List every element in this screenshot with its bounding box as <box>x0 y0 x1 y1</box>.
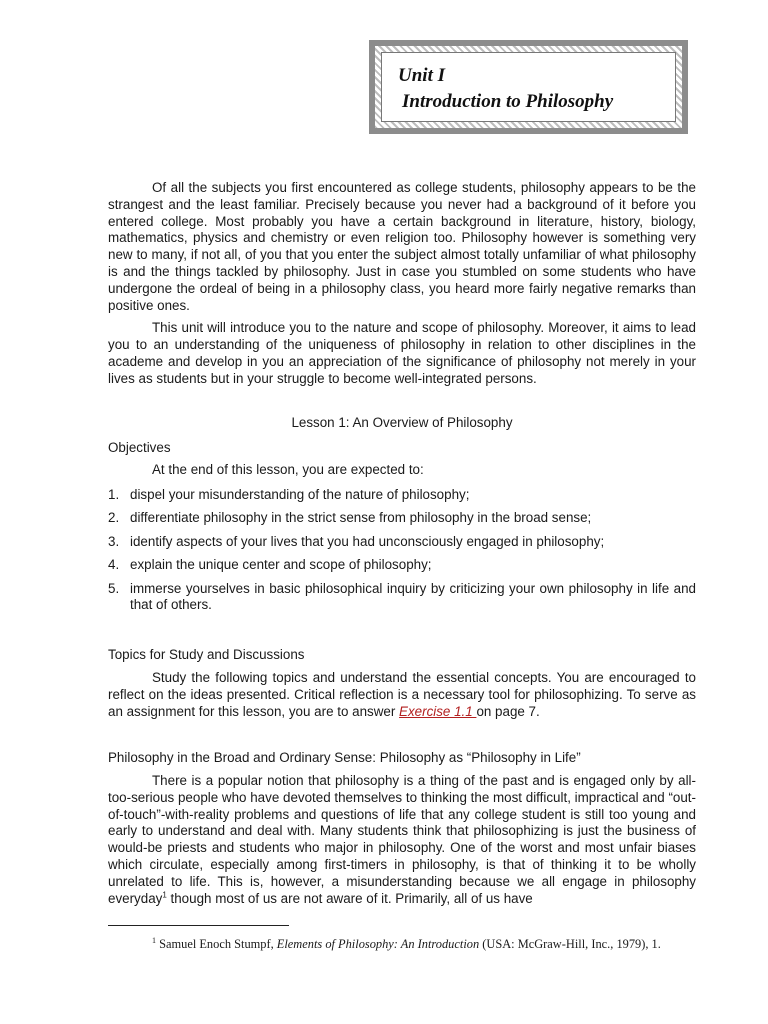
objective-number: 2. <box>108 510 120 526</box>
objective-number: 5. <box>108 580 120 596</box>
objective-text: dispel your misunderstanding of the nature of philosophy; <box>130 487 470 502</box>
footnote-author: Samuel Enoch Stumpf, <box>156 937 277 952</box>
objective-item <box>108 581 696 615</box>
broad-sense-text: There is a popular notion that philosophy is a thing of the past and is engaged only by all-too-serious people who have devoted themselves to thinking the most difficult, impractical and “out-of-touch”-with-reality problems and questions of life that any college student is still too young and early to understand and deal with. Many students think that philosophizing is just the business of would-be priests and students who major in philosophy. One of the worst and most unfair biases which circulate, especially among first-timers in philosophy, is that of thinking it to be wholly unrelated to life. This is, however, a misunderstanding because we all engage in philosophy everyday <box>108 773 696 906</box>
objective-number: 1. <box>108 487 120 502</box>
objective-item <box>108 487 696 504</box>
objective-item <box>108 510 696 527</box>
objectives-lead <box>108 462 696 479</box>
intro-paragraph-1: Of all the subjects you first encountered as college students, philosophy appears to be the strangest and the least familiar. Precisely because you never had a background of it before you entered college. Most probably you have a certain background in literature, history, biology, mathematics, physics and chemistry or even religion too. Philosophy however is something very new to many, if not all, of you that you enter the subject almost totally unfamiliar of what philosophy is and the things tackled by philosophy. Just in case you stumbled on some students who have undergone the ordeal of being in a philosophy class, you heard more fairly negative remarks than positive ones. <box>108 180 696 313</box>
broad-sense-section <box>108 773 696 907</box>
objective-number: 4. <box>108 557 120 573</box>
topics-heading: Topics for Study and Discussions <box>108 647 305 662</box>
footnote-publication: (USA: McGraw-Hill, Inc., 1979), 1. <box>479 937 661 952</box>
objectives-lead-text: At the end of this lesson, you are expected to: <box>152 462 424 477</box>
objective-text: immerse yourselves in basic philosophical inquiry by criticizing your own philosophy in life and that of others. <box>130 580 696 613</box>
objective-text: explain the unique center and scope of philosophy; <box>130 557 432 573</box>
topics-text: Study the following topics and understand the essential concepts. You are encouraged to reflect on the ideas presented. Critical reflection is a necessary tool for philosophizing. To serve as an assignment for this lesson, you are to answer <box>108 670 696 719</box>
objective-item <box>108 534 696 551</box>
topics-text-end: on page 7. <box>476 703 540 719</box>
broad-sense-paragraph <box>108 773 696 907</box>
unit-title: Introduction to Philosophy <box>402 91 614 112</box>
lesson-title: Lesson 1: An Overview of Philosophy <box>291 415 513 430</box>
unit-number: Unit I <box>398 65 445 86</box>
objective-number: 3. <box>108 533 120 549</box>
unit-header-border <box>375 46 682 128</box>
footnote-reference: 1 <box>162 890 167 900</box>
objectives-heading: Objectives <box>108 440 171 455</box>
footnote-mark: 1 <box>152 936 156 945</box>
objective-text: differentiate philosophy in the strict sense from philosophy in the broad sense; <box>130 510 592 526</box>
footnote-title: Elements of Philosophy: An Introduction <box>276 937 480 952</box>
intro-section <box>108 180 696 388</box>
exercise-link[interactable]: Exercise 1.1 <box>399 703 477 719</box>
objective-text: identify aspects of your lives that you had unconsciously engaged in philosophy; <box>130 533 605 549</box>
broad-sense-text-end: though most of us are not aware of it. Primarily, all of us have <box>166 890 533 906</box>
footnote-divider <box>108 925 289 926</box>
footnote <box>152 933 712 952</box>
intro-paragraph-2: This unit will introduce you to the nature and scope of philosophy. Moreover, it aims to lead you to an understanding of the uniqueness of philosophy in relation to other disciplines in the academe and develop in you an appreciation of the significance of philosophy not merely in your lives as students but in your struggle to become well-integrated persons. <box>108 320 696 386</box>
objectives-list <box>108 487 696 621</box>
topics-paragraph <box>108 670 696 720</box>
topics-section <box>108 670 696 720</box>
unit-header-box <box>369 40 688 134</box>
broad-sense-heading: Philosophy in the Broad and Ordinary Sense: Philosophy as “Philosophy in Life” <box>108 750 581 765</box>
objective-item <box>108 557 696 574</box>
unit-header <box>381 52 676 122</box>
